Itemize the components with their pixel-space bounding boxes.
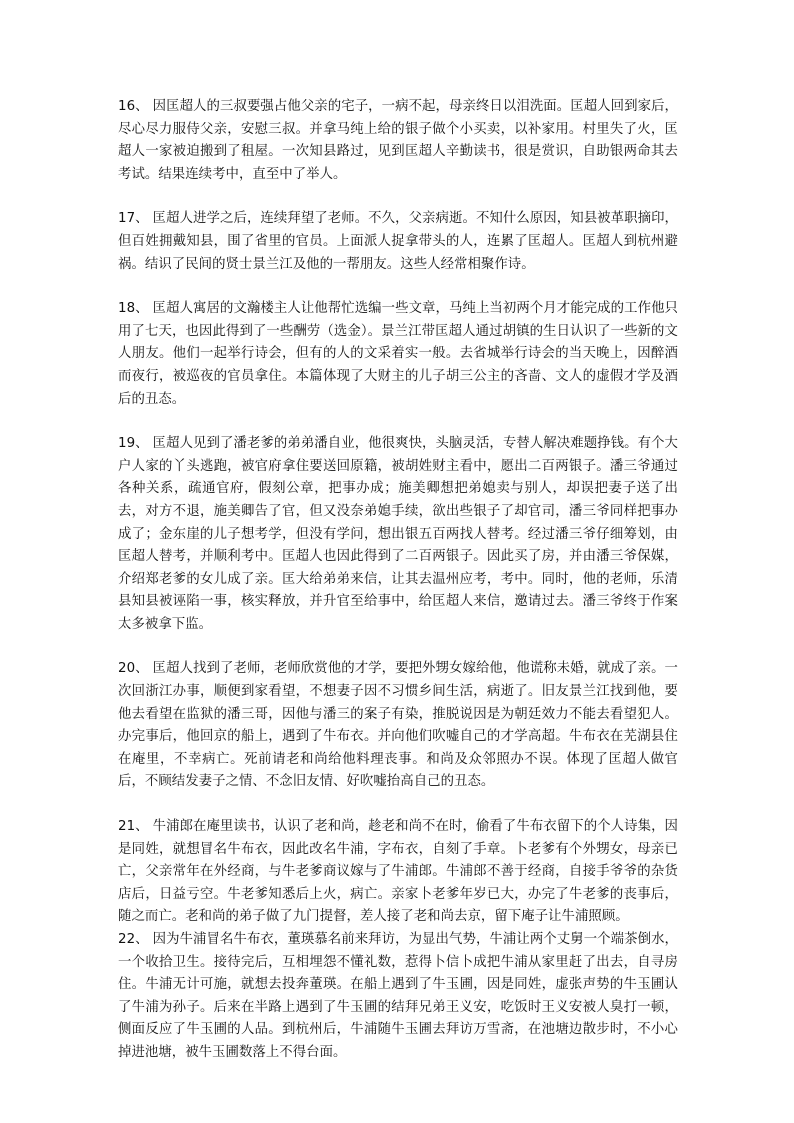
document-page [118, 96, 678, 1065]
paragraph-number: 19、 [118, 436, 149, 452]
paragraph-number: 16、 [118, 99, 149, 114]
paragraph-number: 17、 [118, 211, 149, 227]
paragraph-text: 因匡超人的三叔要强占他父亲的宅子，一病不起，母亲终日以泪洗面。匡超人回到家后，尽心尽力服侍父亲，安慰三叔。并拿马纯上给的银子做个小买卖，以补家用。村里失了火，匡超人一家被迫搬到了租屋。一次知县路过，见到匡超人辛勤读书，很是赏识，自助银两命其去考试。结果连续考中，直至中了举人。 [118, 99, 678, 182]
paragraph-number: 20、 [118, 661, 149, 677]
paragraph-text: 匡超人找到了老师，老师欣赏他的才学，要把外甥女嫁给他，他谎称未婚，就成了亲。一次回浙江办事，顺便到家看望，不想妻子因不习惯乡间生活，病逝了。旧友景兰江找到他，要他去看望在监狱的潘三哥，因他与潘三的案子有染，推脱说因是为朝廷效力不能去看望犯人。办完事后，他回京的船上，遇到了牛布衣。并向他们吹嘘自己的才学高超。牛布衣在芜湖县住在庵里，不幸病亡。死前请老和尚给他料理丧事。和尚及众邻照办不误。体现了匡超人做官后，不顾结发妻子之情、不念旧友情、好吹嘘抬高自己的丑态。 [118, 661, 678, 790]
paragraph-text: 匡超人进学之后，连续拜望了老师。不久，父亲病逝。不知什么原因，知县被革职摘印，但百姓拥戴知县，围了省里的官员。上面派人捉拿带头的人，连累了匡超人。匡超人到杭州避祸。结识了民间的贤士景兰江及他的一帮朋友。这些人经常相聚作诗。 [118, 211, 678, 272]
paragraph-21 [118, 816, 678, 929]
paragraph-16 [118, 96, 678, 186]
paragraph-number: 22、 [118, 932, 149, 947]
paragraph-22 [118, 929, 678, 1065]
paragraph-text: 匡超人寓居的文瀚楼主人让他帮忙选编一些文章，马纯上当初两个月才能完成的工作他只用了七天，也因此得到了一些酬劳（选金）。景兰江带匡超人通过胡镇的生日认识了一些新的文人朋友。他们一起举行诗会，但有的人的文采着实一般。去省城举行诗会的当天晚上，因醉酒而夜行，被巡夜的官员拿住。本篇体现了大财主的儿子胡三公主的吝啬、文人的虚假才学及酒后的丑态。 [118, 301, 678, 407]
paragraph-19 [118, 433, 678, 636]
paragraph-17 [118, 208, 678, 276]
paragraph-text: 牛浦郎在庵里读书，认识了老和尚，趁老和尚不在时，偷看了牛布衣留下的个人诗集，因是同姓，就想冒名牛布衣，因此改名牛浦，字布衣，自刻了手章。卜老爹有个外甥女，母亲已亡，父亲常年在外经商，与牛老爹商议嫁与了牛浦郎。牛浦郎不善于经商，自接手爷爷的杂货店后，日益亏空。牛老爹知悉后上火，病亡。亲家卜老爹年岁已大，办完了牛老爹的丧事后，随之而亡。老和尚的弟子做了九门提督，差人接了老和尚去京，留下庵子让牛浦照顾。 [118, 819, 678, 925]
paragraph-number: 18、 [118, 301, 149, 317]
paragraph-number: 21、 [118, 819, 149, 835]
paragraph-20 [118, 658, 678, 794]
paragraph-text: 因为牛浦冒名牛布衣，董瑛慕名前来拜访，为显出气势，牛浦让两个丈舅一个端茶倒水，一个收拾卫生。接待完后，互相埋怨不懂礼数，惹得卜信卜成把牛浦从家里赶了出去，自寻房住。牛浦无计可施，就想去投奔董瑛。在船上遇到了牛玉圃，因是同姓，虚张声势的牛玉圃认了牛浦为孙子。后来在半路上遇到了牛玉圃的结拜兄弟王义安，吃饭时王义安被人臭打一顿，侧面反应了牛玉圃的人品。到杭州后，牛浦随牛玉圃去拜访万雪斋，在池塘边散步时，不小心掉进池塘，被牛玉圃数落上不得台面。 [118, 932, 678, 1060]
paragraph-text: 匡超人见到了潘老爹的弟弟潘自业，他很爽快，头脑灵活，专替人解决难题挣钱。有个大户人家的丫头逃跑，被官府拿住要送回原籍，被胡姓财主看中，愿出二百两银子。潘三爷通过各种关系，疏通官府，假刻公章，把事办成；施美卿想把弟媳卖与别人，却误把妻子送了出去，对方不退，施美卿告了官，但又没奈弟媳手续，欲出些银子了却官司，潘三爷同样把事办成了；金东崖的儿子想考学，但没有学问，想出银五百两找人替考。经过潘三爷仔细筹划，由匡超人替考，并顺利考中。匡超人也因此得到了二百两银子。因此买了房，并由潘三爷保媒，介绍郑老爹的女儿成了亲。匡大给弟弟来信，让其去温州应考，考中。同时，他的老师，乐清县知县被诬陷一事，核实释放，并升官至给事中，给匡超人来信，邀请过去。潘三爷终于作案太多被拿下监。 [118, 436, 678, 632]
paragraph-18 [118, 298, 678, 411]
